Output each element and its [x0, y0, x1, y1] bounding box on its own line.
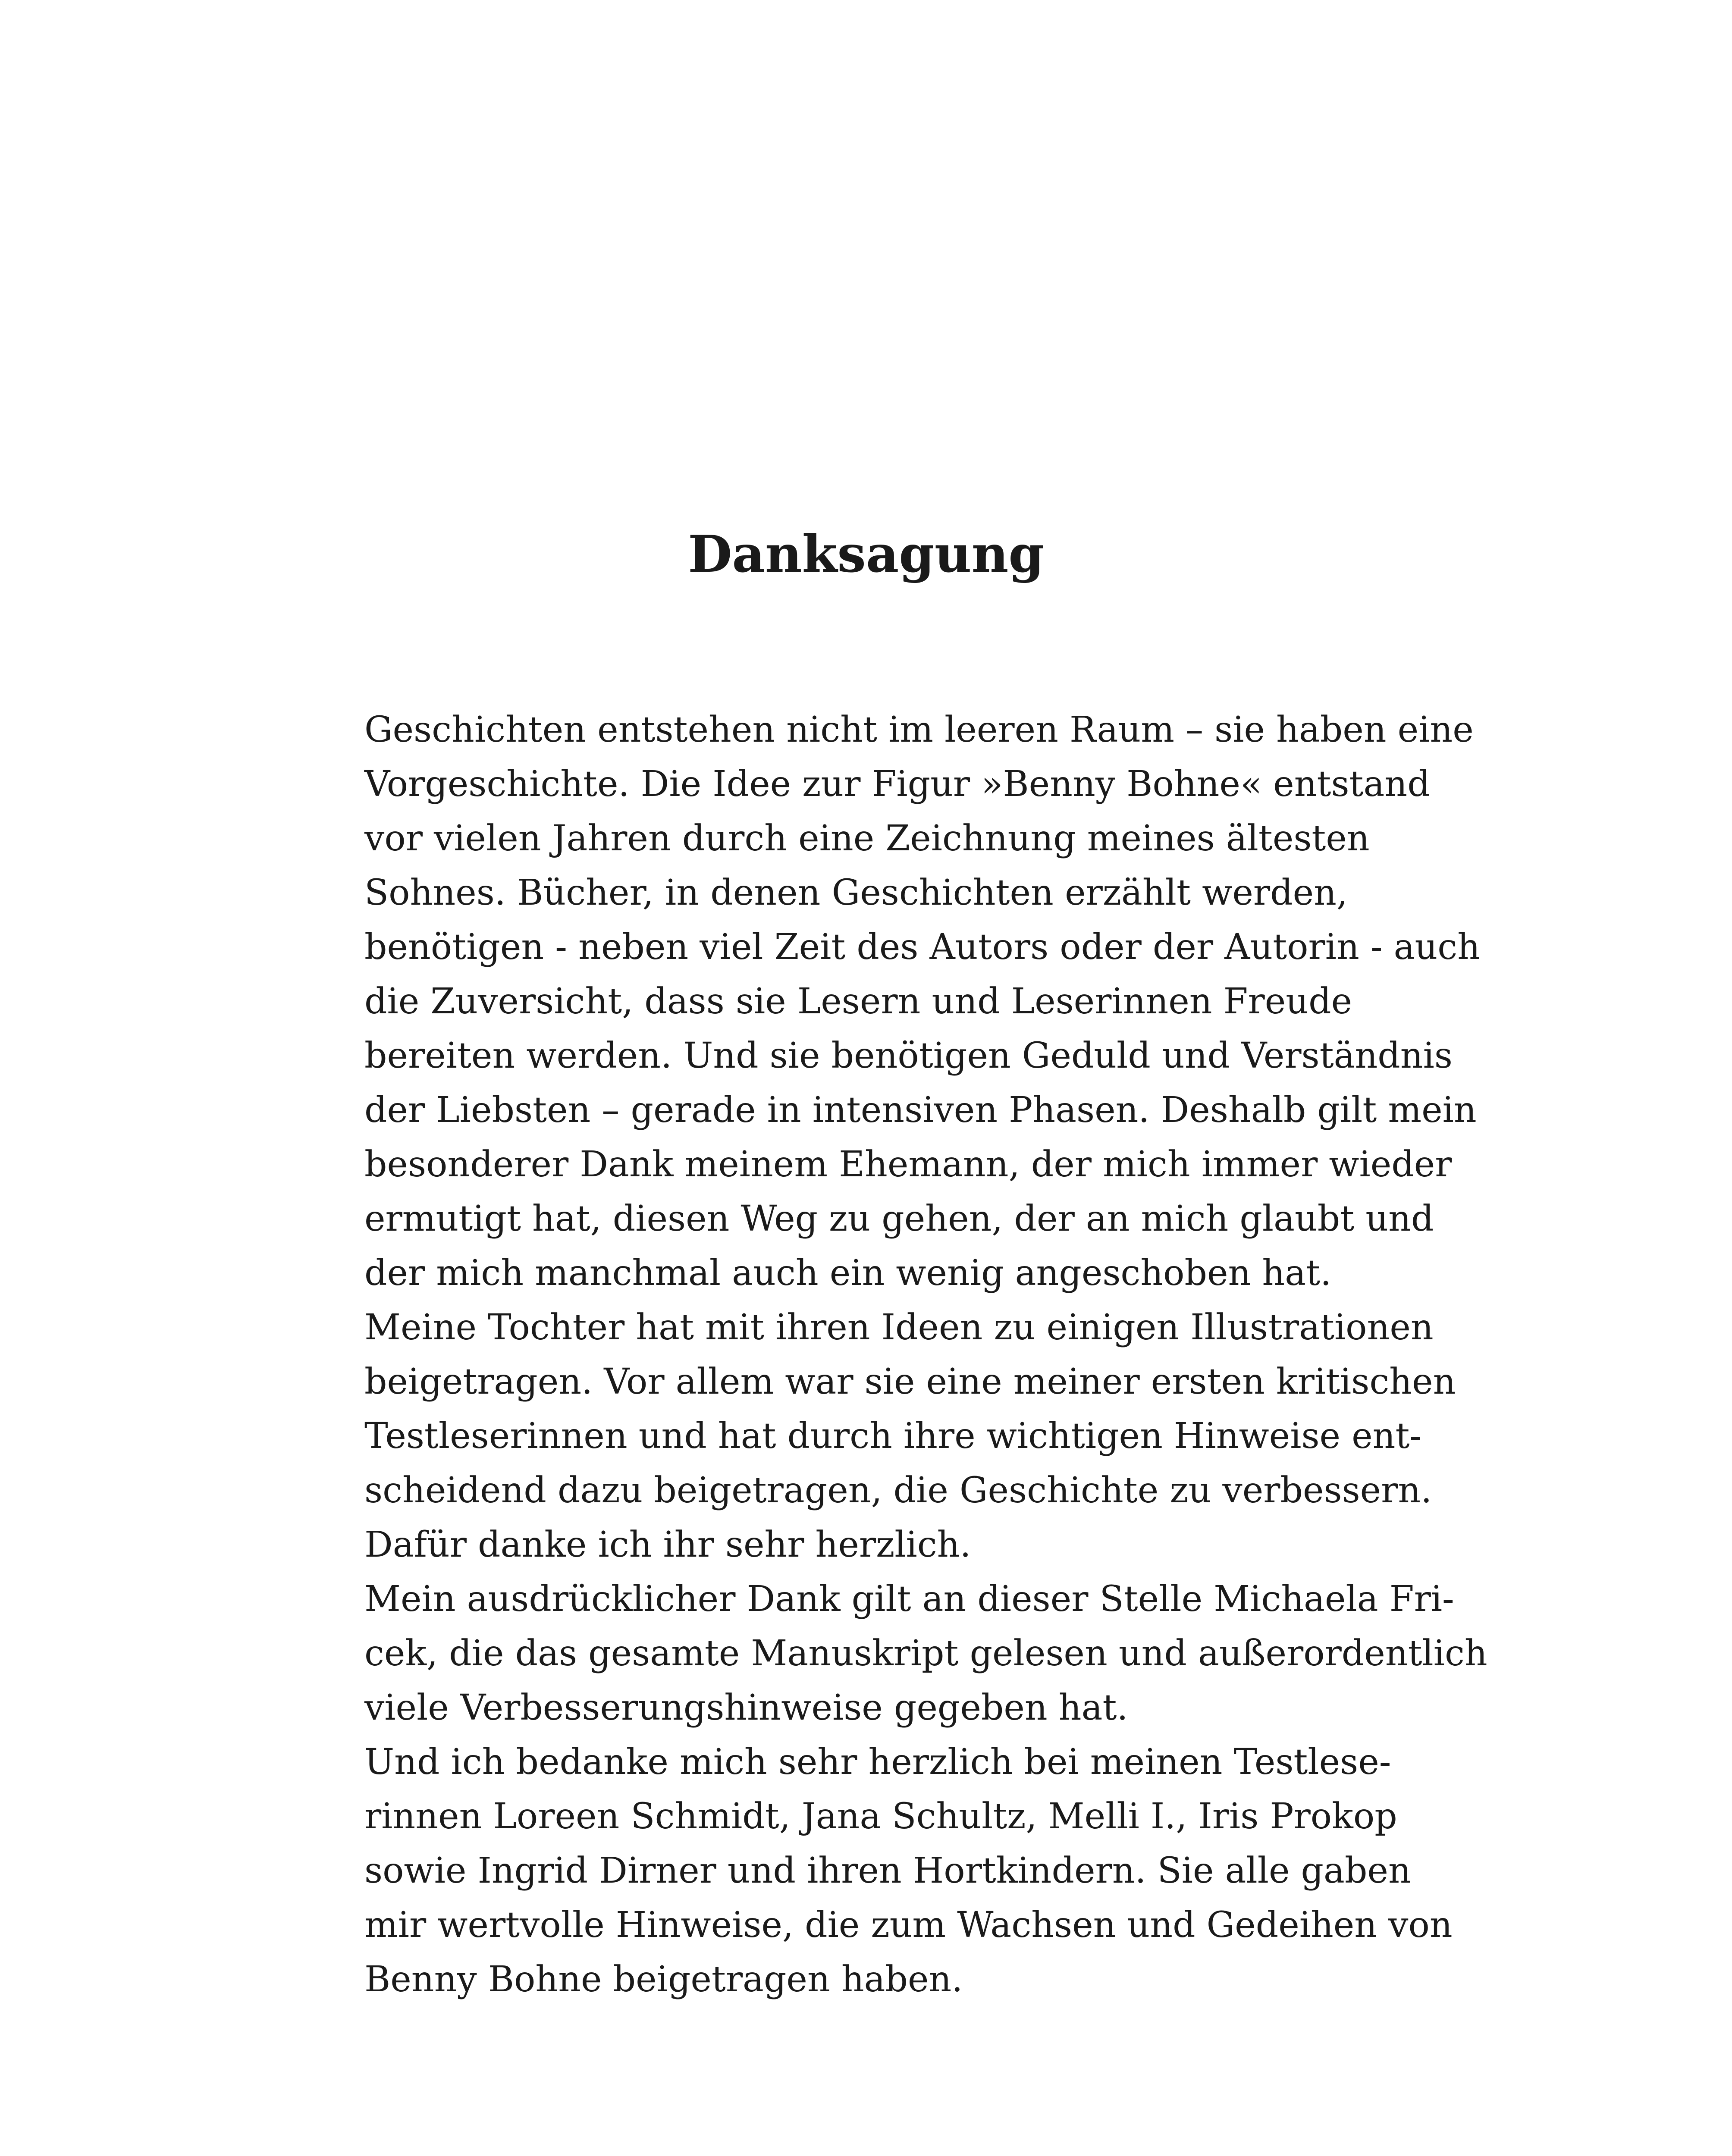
- text-line: Geschichten entstehen nicht im leeren Raum – sie haben eine: [364, 709, 1474, 750]
- text-line: besonderer Dank meinem Ehemann, der mich immer wieder: [364, 1144, 1452, 1185]
- text-line: Testleserinnen und hat durch ihre wichtigen Hinweise ent-: [364, 1416, 1422, 1457]
- text-line: Dafür danke ich ihr sehr herzlich.: [364, 1524, 971, 1565]
- text-line: sowie Ingrid Dirner und ihren Hortkindern. Sie alle gaben: [364, 1850, 1411, 1891]
- text-line: der Liebsten – gerade in intensiven Phasen. Deshalb gilt mein: [364, 1090, 1477, 1131]
- text-line: bereiten werden. Und sie benötigen Geduld und Verständnis: [364, 1035, 1453, 1076]
- text-line: scheidend dazu beigetragen, die Geschichte zu verbessern.: [364, 1470, 1432, 1511]
- text-line: Mein ausdrücklicher Dank gilt an dieser Stelle Michaela Fri-: [364, 1579, 1454, 1620]
- paragraph: [364, 1300, 1456, 1572]
- text-line: ermutigt hat, diesen Weg zu gehen, der an mich glaubt und: [364, 1198, 1434, 1239]
- text-line: Sohnes. Bücher, in denen Geschichten erzählt werden,: [364, 872, 1348, 913]
- text-line: cek, die das gesamte Manuskript gelesen und außerordentlich: [364, 1633, 1487, 1674]
- body-text: [364, 703, 1487, 2007]
- paragraph: [364, 703, 1481, 1300]
- text-line: mir wertvolle Hinweise, die zum Wachsen und Gedeihen von: [364, 1905, 1453, 1946]
- text-line: Und ich bedanke mich sehr herzlich bei meinen Testlese-: [364, 1742, 1391, 1783]
- text-line: vor vielen Jahren durch eine Zeichnung meines ältesten: [364, 818, 1370, 859]
- paragraph: [364, 1572, 1487, 1735]
- text-line: der mich manchmal auch ein wenig angeschoben hat.: [364, 1253, 1332, 1294]
- text-line: Meine Tochter hat mit ihren Ideen zu einigen Illustrationen: [364, 1307, 1434, 1348]
- text-line: benötigen - neben viel Zeit des Autors oder der Autorin - auch: [364, 927, 1481, 968]
- text-line: beigetragen. Vor allem war sie eine meiner ersten kritischen: [364, 1361, 1456, 1402]
- text-line: rinnen Loreen Schmidt, Jana Schultz, Melli I., Iris Prokop: [364, 1796, 1397, 1837]
- text-line: Benny Bohne beigetragen haben.: [364, 1959, 963, 2000]
- page-title: Danksagung: [688, 524, 1044, 584]
- text-line: viele Verbesserungshinweise gegeben hat.: [364, 1687, 1128, 1728]
- text-line: die Zuversicht, dass sie Lesern und Leserinnen Freude: [364, 981, 1352, 1022]
- text-line: Vorgeschichte. Die Idee zur Figur »Benny Bohne« entstand: [364, 764, 1430, 805]
- paragraph: [364, 1735, 1453, 2007]
